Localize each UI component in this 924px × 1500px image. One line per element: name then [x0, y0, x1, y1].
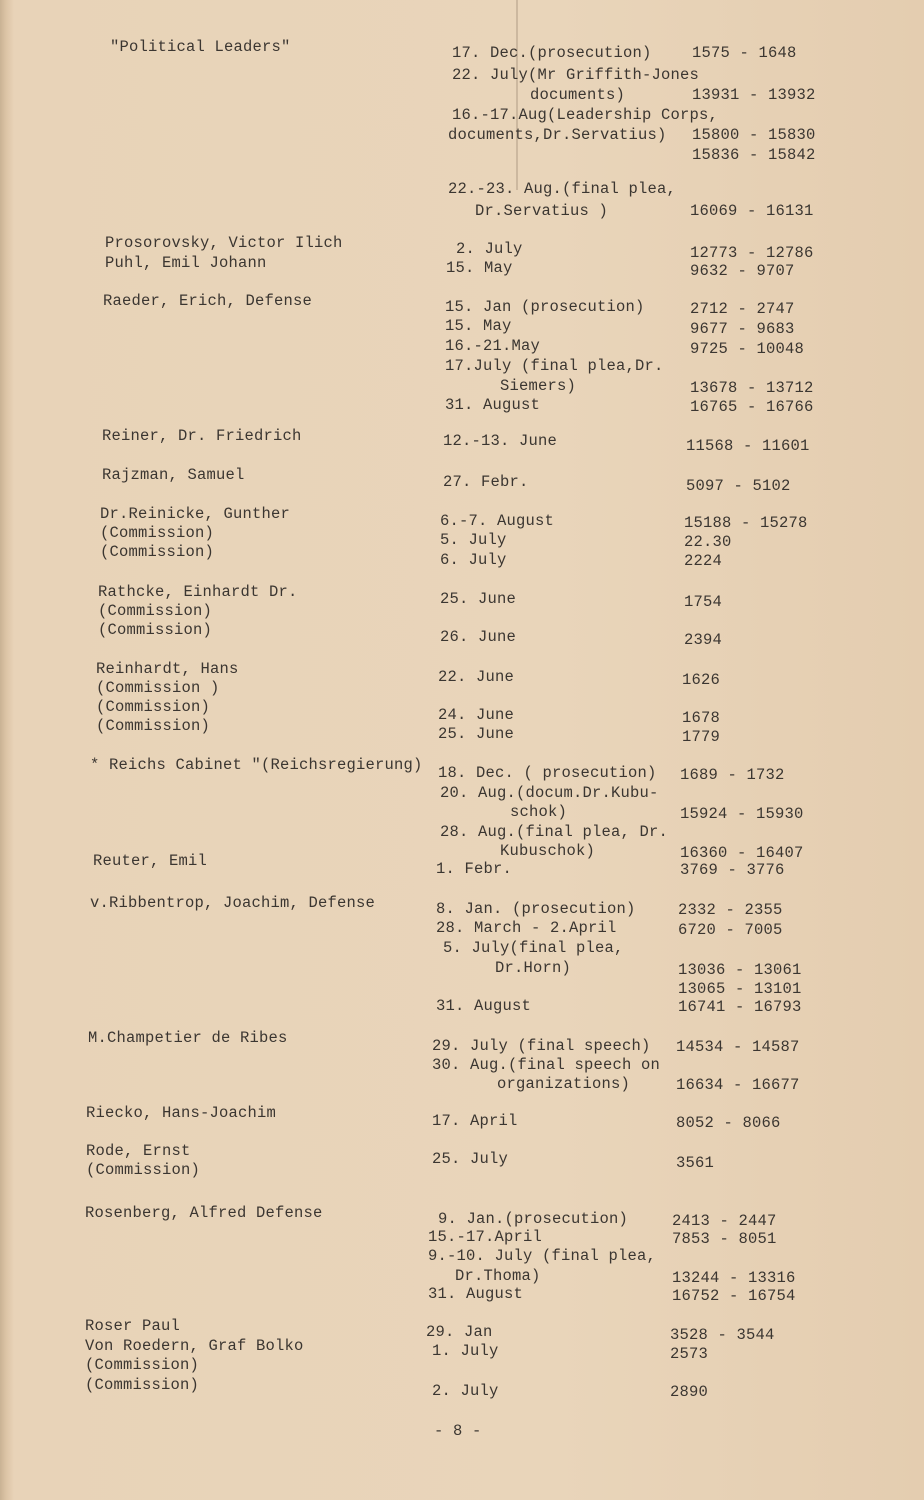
entry-name: Prosorovsky, Victor Ilich [105, 234, 343, 252]
session-date: 5. July(final plea, [443, 939, 624, 957]
paper-fold-mark [516, 0, 518, 190]
transcript-pages: 1754 [684, 593, 723, 611]
session-date: 16.-17.Aug(Leadership Corps, [452, 106, 719, 124]
entry-name: Rosenberg, Alfred Defense [85, 1204, 323, 1222]
entry-name: (Commission ) [96, 679, 220, 697]
transcript-pages: 13036 - 13061 [678, 961, 802, 979]
session-date: 30. Aug.(final speech on [432, 1056, 661, 1074]
session-date: 22.-23. Aug.(final plea, [448, 180, 677, 198]
transcript-pages: 6720 - 7005 [678, 921, 783, 939]
session-date: 15. May [446, 259, 513, 277]
entry-name: Rode, Ernst [86, 1142, 191, 1160]
session-date: Dr.Servatius ) [475, 202, 609, 220]
session-date: organizations) [497, 1075, 631, 1093]
session-date: documents,Dr.Servatius) [448, 126, 667, 144]
entry-name: (Commission) [100, 543, 215, 561]
session-date: 31. August [436, 997, 532, 1015]
session-date: 9.-10. July (final plea, [428, 1247, 657, 1265]
session-date: 25. July [432, 1150, 509, 1168]
transcript-pages: 1779 [682, 728, 721, 746]
transcript-pages: 8052 - 8066 [676, 1114, 781, 1132]
transcript-pages: 5097 - 5102 [686, 477, 791, 495]
entry-name: M.Champetier de Ribes [88, 1029, 288, 1047]
entry-name: * Reichs Cabinet "(Reichsregierung) [90, 756, 423, 774]
transcript-pages: 16741 - 16793 [678, 998, 802, 1016]
session-date: 2. July [456, 240, 523, 258]
transcript-pages: 15800 - 15830 [692, 126, 816, 144]
entry-name: (Commission) [86, 1161, 201, 1179]
entry-name: (Commission) [98, 621, 213, 639]
session-date: 8. Jan. (prosecution) [436, 900, 636, 918]
entry-name: "Political Leaders" [110, 38, 291, 56]
transcript-pages: 2413 - 2447 [672, 1212, 777, 1230]
session-date: 22. June [438, 668, 515, 686]
entry-name: (Commission) [98, 602, 213, 620]
entry-name: (Commission) [85, 1356, 200, 1374]
session-date: 28. March - 2.April [436, 919, 617, 937]
session-date: 15. May [445, 317, 512, 335]
session-date: 22. July(Mr Griffith-Jones [452, 66, 700, 84]
entry-name: Dr.Reinicke, Gunther [100, 505, 291, 523]
transcript-pages: 9725 - 10048 [690, 340, 805, 358]
transcript-pages: 12773 - 12786 [690, 244, 814, 262]
transcript-pages: 16765 - 16766 [690, 398, 814, 416]
transcript-pages: 15188 - 15278 [684, 514, 808, 532]
transcript-pages: 13678 - 13712 [690, 379, 814, 397]
entry-name: Puhl, Emil Johann [105, 254, 267, 272]
transcript-pages: 15836 - 15842 [692, 146, 816, 164]
transcript-pages: 16069 - 16131 [690, 202, 814, 220]
session-date: 29. Jan [426, 1323, 493, 1341]
transcript-pages: 16752 - 16754 [672, 1287, 796, 1305]
transcript-pages: 2573 [670, 1345, 709, 1363]
entry-name: Riecko, Hans-Joachim [86, 1104, 277, 1122]
session-date: Kubuschok) [500, 842, 596, 860]
session-date: 15.-17.April [428, 1228, 543, 1246]
session-date: 2. July [432, 1382, 499, 1400]
transcript-pages: 1626 [682, 671, 721, 689]
entry-name: (Commission) [100, 524, 215, 542]
session-date: 29. July (final speech) [432, 1037, 651, 1055]
transcript-pages: 9677 - 9683 [690, 320, 795, 338]
entry-name: Reuter, Emil [93, 852, 208, 870]
session-date: Siemers) [500, 377, 577, 395]
transcript-pages: 1678 [682, 709, 721, 727]
transcript-pages: 2394 [684, 631, 723, 649]
transcript-pages: 7853 - 8051 [672, 1230, 777, 1248]
session-date: 25. June [438, 725, 515, 743]
session-date: Dr.Horn) [495, 959, 572, 977]
entry-name: v.Ribbentrop, Joachim, Defense [90, 894, 376, 912]
transcript-pages: 2712 - 2747 [690, 300, 795, 318]
session-date: 16.-21.May [445, 337, 541, 355]
entry-name: (Commission) [96, 698, 211, 716]
transcript-pages: 13931 - 13932 [692, 86, 816, 104]
session-date: 18. Dec. ( prosecution) [438, 764, 657, 782]
transcript-pages: 3528 - 3544 [670, 1326, 775, 1344]
session-date: 26. June [440, 628, 517, 646]
session-date: 17. April [432, 1112, 518, 1130]
transcript-pages: 3561 [676, 1154, 715, 1172]
session-date: 17.July (final plea,Dr. [445, 357, 664, 375]
session-date: 6.-7. August [440, 512, 555, 530]
entry-name: Roser Paul [85, 1317, 181, 1335]
transcript-pages: 1689 - 1732 [680, 766, 785, 784]
session-date: 27. Febr. [443, 473, 529, 491]
session-date: 20. Aug.(docum.Dr.Kubu- [440, 784, 659, 802]
transcript-pages: 15924 - 15930 [680, 805, 804, 823]
transcript-pages: 13244 - 13316 [672, 1269, 796, 1287]
entry-name: Rajzman, Samuel [102, 466, 245, 484]
session-date: 24. June [438, 706, 515, 724]
session-date: 1. July [432, 1342, 499, 1360]
transcript-pages: 16634 - 16677 [676, 1076, 800, 1094]
transcript-pages: 2224 [684, 552, 723, 570]
session-date: 31. August [428, 1285, 524, 1303]
transcript-pages: 14534 - 14587 [676, 1038, 800, 1056]
session-date: 5. July [440, 531, 507, 549]
transcript-pages: 3769 - 3776 [680, 861, 785, 879]
session-date: 6. July [440, 551, 507, 569]
transcript-pages: 1575 - 1648 [692, 44, 797, 62]
transcript-pages: 22.30 [684, 533, 732, 551]
transcript-pages: 9632 - 9707 [690, 262, 795, 280]
session-date: 17. Dec.(prosecution) [452, 44, 652, 62]
transcript-pages: 2332 - 2355 [678, 901, 783, 919]
session-date: schok) [510, 803, 568, 821]
entry-name: Von Roedern, Graf Bolko [85, 1337, 304, 1355]
transcript-pages: 16360 - 16407 [680, 844, 804, 862]
entry-name: (Commission) [96, 717, 211, 735]
session-date: 31. August [445, 396, 541, 414]
session-date: 12.-13. June [443, 432, 558, 450]
entry-name: Raeder, Erich, Defense [103, 292, 313, 310]
session-date: Dr.Thoma) [455, 1267, 541, 1285]
entry-name: Rathcke, Einhardt Dr. [98, 583, 298, 601]
page-number: - 8 - [434, 1422, 482, 1440]
session-date: 1. Febr. [436, 860, 513, 878]
session-date: documents) [530, 86, 626, 104]
entry-name: (Commission) [85, 1376, 200, 1394]
transcript-pages: 11568 - 11601 [686, 437, 810, 455]
session-date: 25. June [440, 590, 517, 608]
session-date: 28. Aug.(final plea, Dr. [440, 823, 669, 841]
session-date: 9. Jan.(prosecution) [438, 1210, 629, 1228]
entry-name: Reinhardt, Hans [96, 660, 239, 678]
transcript-pages: 13065 - 13101 [678, 980, 802, 998]
entry-name: Reiner, Dr. Friedrich [102, 427, 302, 445]
transcript-pages: 2890 [670, 1383, 709, 1401]
session-date: 15. Jan (prosecution) [445, 298, 645, 316]
